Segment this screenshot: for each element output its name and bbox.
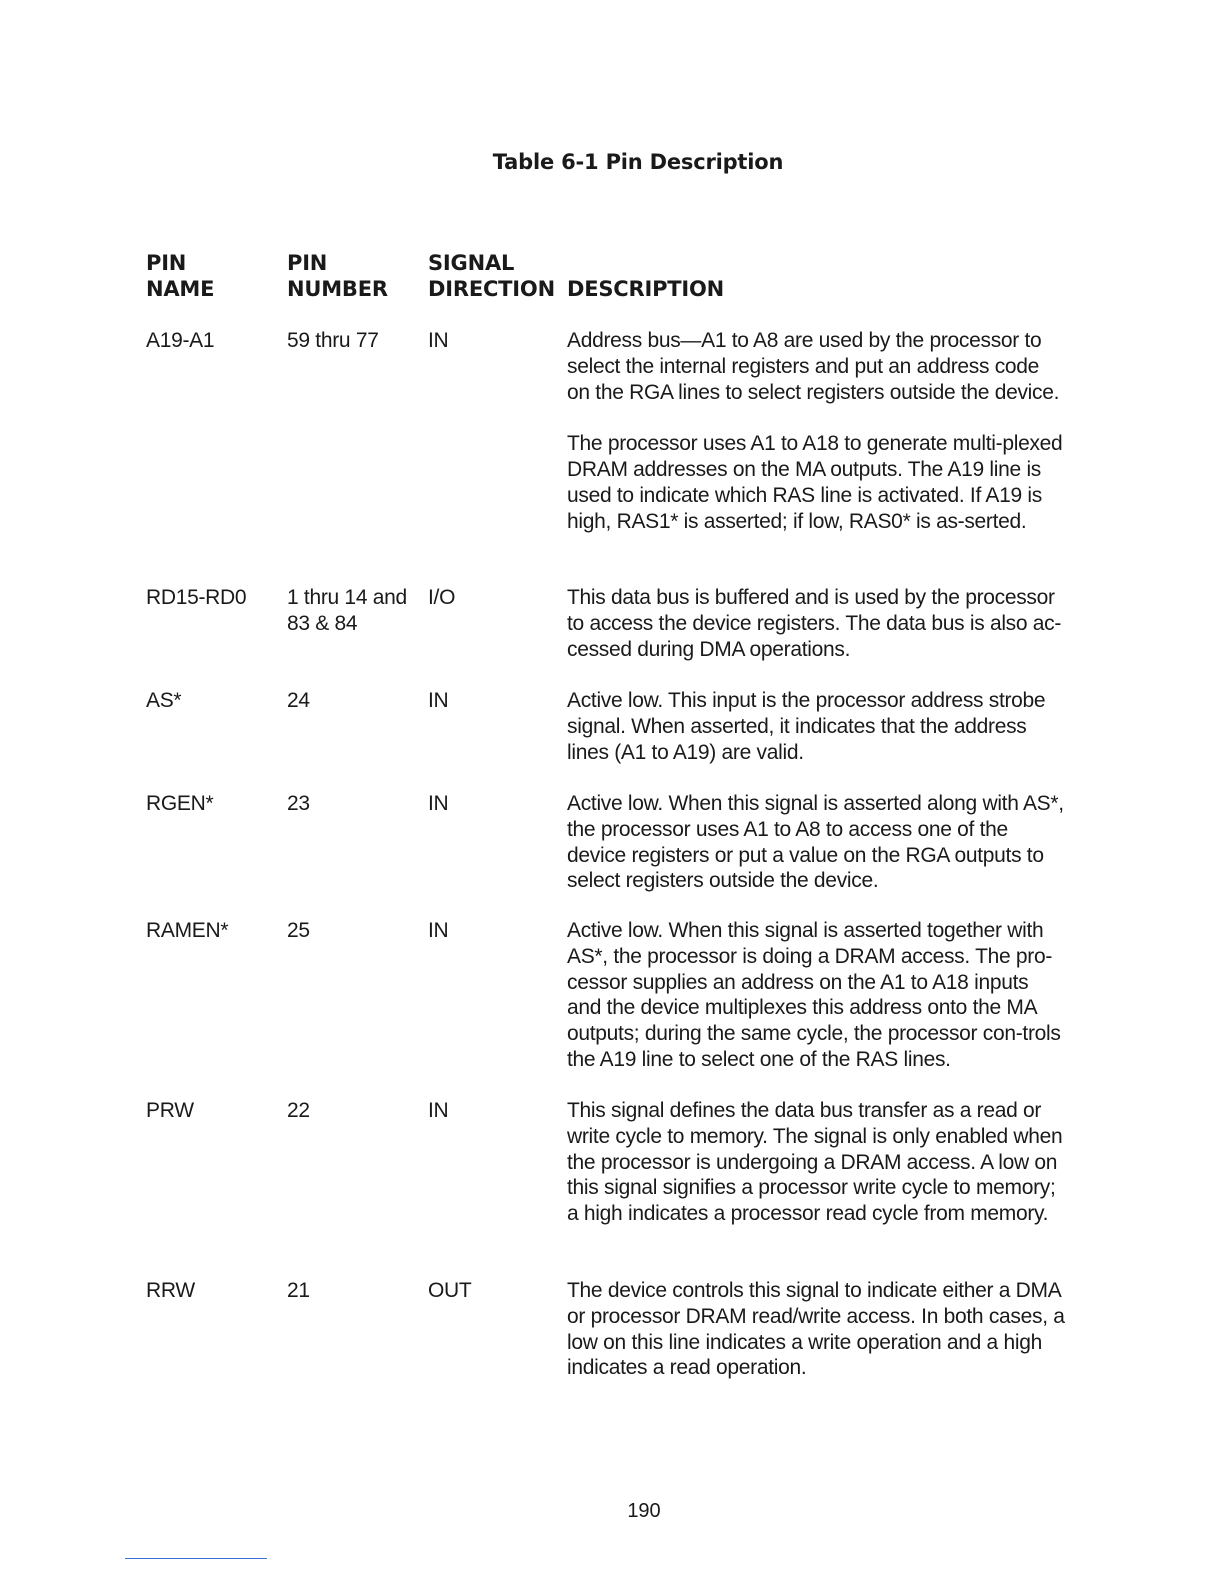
header-signal-direction [428, 250, 555, 302]
row-rrw-pin-number: 21 [287, 1279, 310, 1302]
row-ramen-description [567, 918, 1067, 1073]
header-pin-number-line2: NUMBER [287, 277, 388, 301]
header-pin-number-line1: PIN [287, 251, 328, 275]
row-ramen-description-para-1: Active low. When this signal is asserted together with AS*, the processor is doing a DRAM access. The pro-cessor supplies an address on the A1 to A18 inputs and the device multiplexes this address onto the MA outputs; during the same cycle, the processor con-trols the A19 line to select one of the RAS lines. [567, 919, 1061, 1071]
row-a19-a1-pin-number: 59 thru 77 [287, 329, 379, 352]
row-prw-description [567, 1098, 1067, 1227]
page-number: 190 [627, 1500, 661, 1522]
row-prw-description-para-1: This signal defines the data bus transfer as a read or write cycle to memory. The signal is only enabled when the processor is undergoing a DRAM access. A low on this signal signifies a processor write cycle to memory; a high indicates a processor read cycle from memory. [567, 1099, 1063, 1226]
row-ramen-pin-name: RAMEN* [146, 919, 229, 942]
row-a19-a1-description [567, 328, 1067, 534]
header-pin-name [146, 250, 214, 302]
row-rgen-description-para-1: Active low. When this signal is asserted along with AS*, the processor uses A1 to A8 to access one of the device registers or put a value on the RGA outputs to select registers outside the device. [567, 792, 1064, 893]
row-prw-pin-name: PRW [146, 1099, 194, 1122]
row-as-pin-number: 24 [287, 689, 310, 712]
row-as-description-para-1: Active low. This input is the processor address strobe signal. When asserted, it indicates that the address lines (A1 to A19) are valid. [567, 689, 1046, 764]
row-rgen-direction: IN [428, 792, 449, 815]
header-description: DESCRIPTION [567, 277, 725, 301]
row-as-direction: IN [428, 689, 449, 712]
row-rrw-direction: OUT [428, 1279, 472, 1302]
row-as-description [567, 688, 1067, 765]
header-pin-number [287, 250, 388, 302]
header-signal-direction-line1: SIGNAL [428, 251, 515, 275]
row-rgen-pin-number: 23 [287, 792, 310, 815]
row-rgen-description [567, 791, 1067, 894]
row-ramen-pin-number: 25 [287, 919, 310, 942]
row-rd15-rd0-description [567, 585, 1067, 662]
row-as-pin-name: AS* [146, 689, 182, 712]
row-rd15-rd0-direction: I/O [428, 586, 456, 609]
footer-rule [125, 1558, 267, 1559]
header-signal-direction-line2: DIRECTION [428, 277, 555, 301]
row-rd15-rd0-pin-number: 1 thru 14 and 83 & 84 [287, 586, 407, 635]
row-rd15-rd0-pin-name: RD15-RD0 [146, 586, 247, 609]
row-rgen-pin-name: RGEN* [146, 792, 214, 815]
header-pin-name-line2: NAME [146, 277, 215, 301]
table-title: Table 6-1 Pin Description [492, 150, 784, 174]
header-pin-name-line1: PIN [146, 251, 187, 275]
row-ramen-direction: IN [428, 919, 449, 942]
row-a19-a1-direction: IN [428, 329, 449, 352]
row-rrw-description-para-1: The device controls this signal to indicate either a DMA or processor DRAM read/write access. In both cases, a low on this line indicates a write operation and a high indicates a read operation. [567, 1279, 1065, 1380]
row-a19-a1-description-para-1: Address bus—A1 to A8 are used by the processor to select the internal registers and put an address code on the RGA lines to select registers outside the device. [567, 329, 1060, 404]
row-prw-direction: IN [428, 1099, 449, 1122]
row-prw-pin-number: 22 [287, 1099, 310, 1122]
row-a19-a1-description-para-2: The processor uses A1 to A18 to generate multi-plexed DRAM addresses on the MA outputs. The A19 line is used to indicate which RAS line is activated. If A19 is high, RAS1* is asserted; if low, RAS0* is as-serted. [567, 432, 1063, 533]
row-a19-a1-pin-name: A19-A1 [146, 329, 215, 352]
row-rrw-description [567, 1278, 1067, 1381]
row-rd15-rd0-description-para-1: This data bus is buffered and is used by the processor to access the device registers. The data bus is also ac-cessed during DMA operations. [567, 586, 1062, 661]
row-rrw-pin-name: RRW [146, 1279, 195, 1302]
